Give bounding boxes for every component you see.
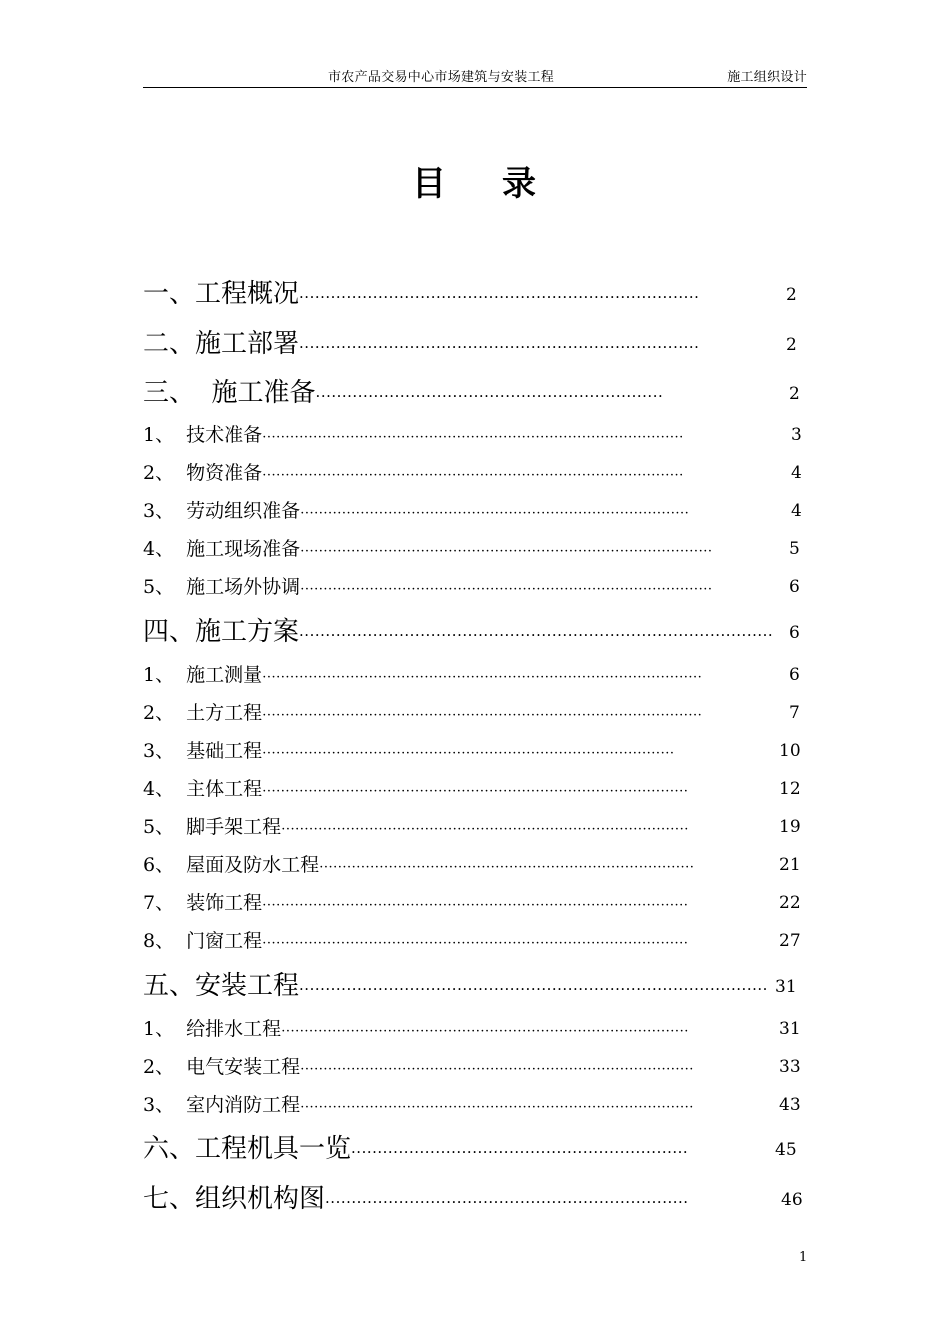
toc-leader-dots: ···························································································· <box>262 784 689 799</box>
toc-entry-number: 1、 <box>143 664 175 686</box>
toc-entry[interactable] <box>143 1184 803 1214</box>
toc-entry-number: 1、 <box>143 424 175 446</box>
toc-entry-number: 6、 <box>143 854 175 876</box>
toc-entry[interactable] <box>143 740 801 762</box>
toc-entry-number: 四 <box>143 617 170 647</box>
toc-entry[interactable] <box>143 1094 801 1116</box>
toc-entry-number: 五、 <box>143 971 196 1001</box>
toc-entry[interactable] <box>143 462 802 484</box>
toc-page-number: 5 <box>789 539 800 559</box>
toc-page-number: 6 <box>789 577 800 597</box>
toc-leader-dots: ································································ <box>351 1143 689 1161</box>
toc-entry[interactable] <box>143 1056 801 1078</box>
toc-page-number: 6 <box>789 665 800 685</box>
toc-entry-number: 1、 <box>143 1018 175 1040</box>
toc-entry-number: 二、 <box>143 329 196 359</box>
toc-entry[interactable] <box>143 500 802 522</box>
toc-leader-dots: ···························································································· <box>262 936 689 951</box>
toc-page-number: 33 <box>779 1057 801 1077</box>
toc-page-number: 2 <box>789 384 800 404</box>
toc-entry[interactable] <box>143 576 800 598</box>
toc-entry-title: 土方工程 <box>174 702 263 724</box>
toc-entry-title: 安装工程 <box>195 971 300 1001</box>
toc-entry[interactable] <box>143 424 802 446</box>
toc-entry-title: 施工场外协调 <box>174 576 301 598</box>
page-header <box>143 66 807 88</box>
toc-entry[interactable] <box>143 971 797 1001</box>
toc-entry-number: 七、 <box>143 1184 196 1214</box>
toc-leader-dots: ···························································································· <box>262 898 689 913</box>
toc-leader-dots: ····················································································· <box>300 1100 694 1115</box>
toc-leader-dots: ························································································ <box>281 822 689 837</box>
toc-leader-dots: ························································································· <box>300 544 713 559</box>
toc-entry-title: 施工测量 <box>174 664 263 686</box>
toc-page-number: 46 <box>781 1190 803 1210</box>
toc-entry-title: 装饰工程 <box>174 892 263 914</box>
toc-entry-title: 屋面及防水工程 <box>174 854 320 876</box>
toc-entry-number: 5、 <box>143 816 175 838</box>
toc-entry-title: 脚手架工程 <box>174 816 282 838</box>
toc-page-number: 31 <box>775 977 797 997</box>
toc-entry[interactable] <box>143 816 801 838</box>
toc-entry-title: 基础工程 <box>174 740 263 762</box>
toc-page-number: 2 <box>786 335 797 355</box>
toc-entry-title: 施工准备 <box>195 378 316 408</box>
toc-entry-number: 2、 <box>143 1056 175 1078</box>
page-title <box>0 156 950 205</box>
toc-entry[interactable] <box>143 930 801 952</box>
toc-leader-dots: ························································································· <box>262 746 675 761</box>
toc-entry-number: 三、 <box>143 378 196 408</box>
toc-entry-number: 3、 <box>143 1094 175 1116</box>
toc-entry-number: 8、 <box>143 930 175 952</box>
toc-entry-number: 4、 <box>143 538 175 560</box>
toc-leader-dots: ······························································································· <box>262 670 703 685</box>
toc-entry-title: 门窗工程 <box>174 930 263 952</box>
toc-entry-title: 、施工方案 <box>169 617 300 647</box>
toc-entry-title: 技术准备 <box>174 424 263 446</box>
toc-entry-title: 物资准备 <box>174 462 263 484</box>
toc-page-number: 4 <box>791 463 802 483</box>
toc-entry-title: 电气安装工程 <box>174 1056 301 1078</box>
toc-leader-dots: ························································································· <box>299 980 768 998</box>
toc-entry[interactable] <box>143 378 800 408</box>
toc-leader-dots: ············································································ <box>299 288 700 306</box>
toc-leader-dots: ····································································· <box>325 1193 689 1211</box>
header-project-title: 市农产品交易中心市场建筑与安装工程 <box>328 70 555 85</box>
toc-leader-dots: ··························································································· <box>262 468 684 483</box>
toc-page-number: 4 <box>791 501 802 521</box>
toc-page-number: 12 <box>779 779 801 799</box>
toc-page-number: 6 <box>789 623 800 643</box>
toc-entry-number: 5、 <box>143 576 175 598</box>
toc-leader-dots: ················································································· <box>319 860 695 875</box>
toc-page-number: 31 <box>779 1019 801 1039</box>
toc-entry-number: 4、 <box>143 778 175 800</box>
toc-entry-title: 劳动组织准备 <box>174 500 301 522</box>
toc-entry-title: 工程概况 <box>195 279 300 309</box>
toc-entry-number: 六、 <box>143 1134 196 1164</box>
title-char-2: 录 <box>502 164 538 204</box>
toc-page-number: 22 <box>779 893 801 913</box>
toc-entry[interactable] <box>143 892 801 914</box>
toc-entry-title: 给排水工程 <box>174 1018 282 1040</box>
toc-leader-dots: ·························································································· <box>299 626 774 644</box>
toc-leader-dots: ············································································ <box>299 338 700 356</box>
toc-entry[interactable] <box>143 1018 801 1040</box>
toc-leader-dots: ·································································· <box>315 387 664 405</box>
toc-page-number: 21 <box>779 855 801 875</box>
toc-leader-dots: ························································································ <box>281 1024 689 1039</box>
toc-entry[interactable] <box>143 664 800 686</box>
toc-entry-title: 工程机具一览 <box>195 1134 352 1164</box>
page-number: 1 <box>799 1250 808 1265</box>
toc-page-number: 3 <box>791 425 802 445</box>
toc-entry[interactable] <box>143 279 797 309</box>
toc-entry-number: 3、 <box>143 740 175 762</box>
toc-entry[interactable] <box>143 1134 797 1164</box>
toc-entry-number: 一、 <box>143 279 196 309</box>
toc-entry[interactable] <box>143 778 801 800</box>
header-document-type: 施工组织设计 <box>727 70 807 85</box>
toc-leader-dots: ······························································································· <box>262 708 703 723</box>
toc-page-number: 43 <box>779 1095 801 1115</box>
toc-page-number: 27 <box>779 931 801 951</box>
toc-entry[interactable] <box>143 329 797 359</box>
toc-entry[interactable] <box>143 702 800 724</box>
toc-entry-title: 组织机构图 <box>195 1184 326 1214</box>
toc-leader-dots: ························································································· <box>300 582 713 597</box>
toc-page-number: 7 <box>789 703 800 723</box>
title-char-1: 目 <box>412 164 448 204</box>
toc-leader-dots: ··························································································· <box>262 430 684 445</box>
toc-page-number: 10 <box>779 741 801 761</box>
toc-leader-dots: ···················································································· <box>300 506 690 521</box>
toc-page-number: 45 <box>775 1140 797 1160</box>
toc-page-number: 19 <box>779 817 801 837</box>
toc-entry-title: 室内消防工程 <box>174 1094 301 1116</box>
toc-page-number: 2 <box>786 285 797 305</box>
toc-entry-title: 施工现场准备 <box>174 538 301 560</box>
toc-entry-number: 2、 <box>143 702 175 724</box>
toc-entry[interactable] <box>143 538 800 560</box>
toc-leader-dots: ····················································································· <box>300 1062 694 1077</box>
toc-entry[interactable] <box>143 617 800 647</box>
toc-entry-number: 2、 <box>143 462 175 484</box>
toc-entry[interactable] <box>143 854 801 876</box>
toc-entry-title: 主体工程 <box>174 778 263 800</box>
toc-entry-number: 7、 <box>143 892 175 914</box>
toc-entry-number: 3、 <box>143 500 175 522</box>
toc-entry-title: 施工部署 <box>195 329 300 359</box>
